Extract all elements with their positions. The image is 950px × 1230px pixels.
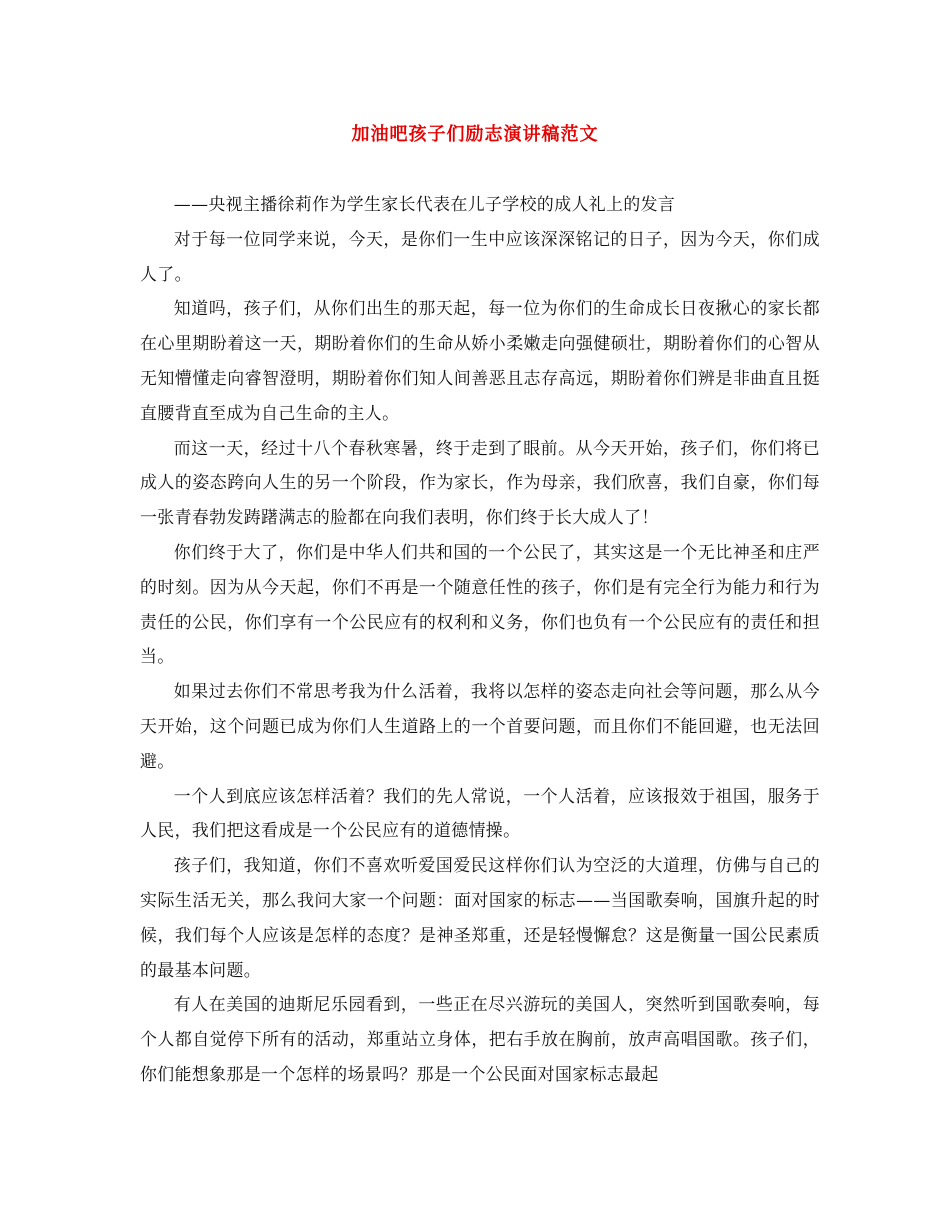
paragraph: 一个人到底应该怎样活着？我们的先人常说，一个人活着，应该报效于祖国，服务于人民，我们把这看成是一个公民应有的道德情操。 xyxy=(140,785,820,841)
paragraph: 孩子们，我知道，你们不喜欢听爱国爱民这样你们认为空泛的大道理，仿佛与自己的实际生活无关，那么我问大家一个问题：面对国家的标志——当国歌奏响，国旗升起的时候，我们每个人应该是怎样的态度？是神圣郑重，还是轻慢懈怠？这是衡量一国公民素质的最基本问题。 xyxy=(140,855,820,980)
document-body xyxy=(140,187,820,1092)
paragraph: 你们终于大了，你们是中华人们共和国的一个公民了，其实这是一个无比神圣和庄严的时刻。因为从今天起，你们不再是一个随意任性的孩子，你们是有完全行为能力和行为责任的公民，你们享有一个公民应有的权利和义务，你们也负有一个公民应有的责任和担当。 xyxy=(140,541,820,667)
paragraph: 而这一天，经过十八个春秋寒暑，终于走到了眼前。从今天开始，孩子们，你们将已成人的姿态跨向人生的另一个阶段，作为家长，作为母亲，我们欣喜，我们自豪，你们每一张青春勃发踌躇满志的脸都在向我们表明，你们终于长大成人了！ xyxy=(140,437,820,528)
paragraph: 知道吗，孩子们，从你们出生的那天起，每一位为你们的生命成长日夜揪心的家长都在心里期盼着这一天，期盼着你们的生命从娇小柔嫩走向强健硕壮，期盼着你们的心智从无知懵懂走向睿智澄明，期盼着你们知人间善恶且志存高远，期盼着你们辨是非曲直且挺直腰背直至成为自己生命的主人。 xyxy=(140,298,820,423)
paragraph-subtitle: ——央视主播徐莉作为学生家长代表在儿子学校的成人礼上的发言 xyxy=(173,194,676,214)
paragraph: 如果过去你们不常思考我为什么活着，我将以怎样的姿态走向社会等问题，那么从今天开始，这个问题已成为你们人生道路上的一个首要问题，而且你们不能回避，也无法回避。 xyxy=(140,681,820,771)
paragraph: 有人在美国的迪斯尼乐园看到，一些正在尽兴游玩的美国人，突然听到国歌奏响，每个人都自觉停下所有的活动，郑重站立身体，把右手放在胸前，放声高唱国歌。孩子们，你们能想象那是一个怎样的场景吗？那是一个公民面对国家标志最起 xyxy=(140,994,820,1084)
paragraph: 对于每一位同学来说，今天，是你们一生中应该深深铭记的日子，因为今天，你们成人了。 xyxy=(140,228,820,284)
document-title: 加油吧孩子们励志演讲稿范文 xyxy=(351,124,599,145)
